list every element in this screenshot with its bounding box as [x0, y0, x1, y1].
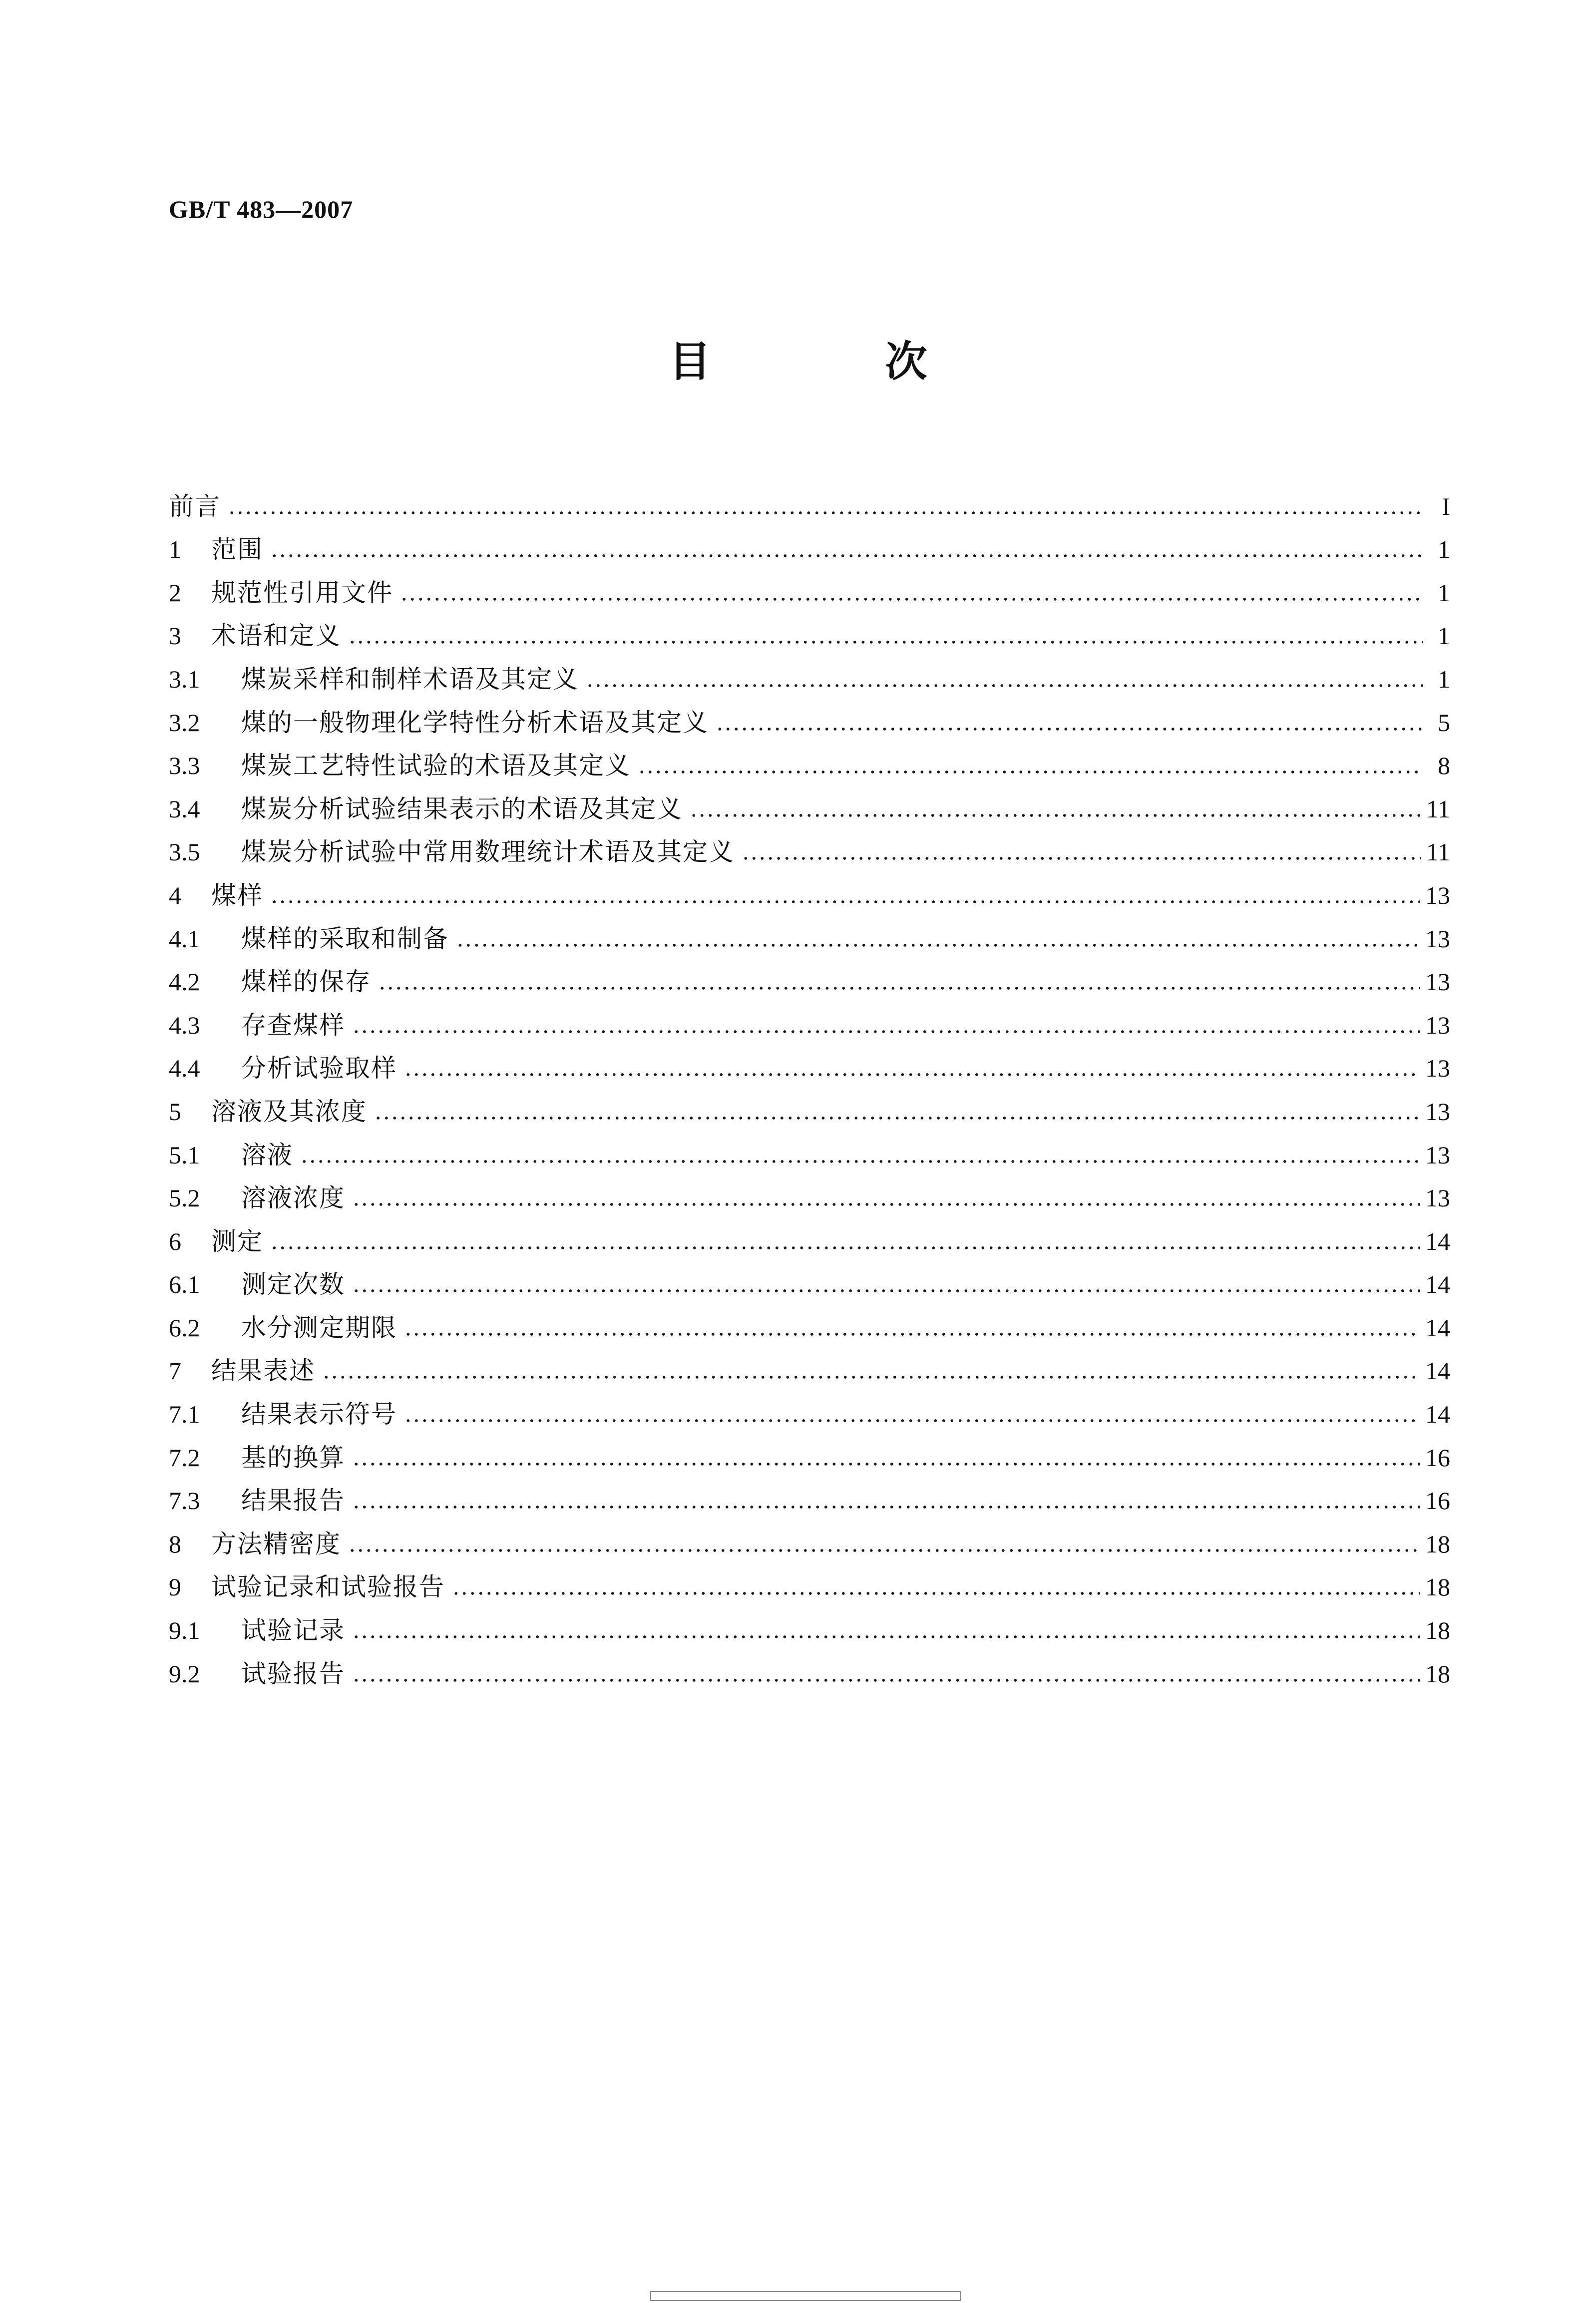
toc-entry-number: 5.2 [169, 1184, 200, 1212]
toc-entry-page: 14 [1425, 1270, 1450, 1299]
toc-entry[interactable] [169, 994, 1450, 1038]
toc-entry-number: 7.2 [169, 1443, 200, 1472]
toc-dot-leader [586, 684, 1423, 688]
toc-entry[interactable] [169, 1210, 1450, 1254]
toc-dot-leader [352, 1678, 1420, 1682]
toc-entry-title: 煤样 [211, 880, 263, 910]
toc-entry[interactable] [169, 648, 1450, 692]
toc-dot-leader [270, 554, 1423, 558]
toc-dot-leader [378, 986, 1420, 990]
toc-entry-title: 前言 [169, 491, 221, 521]
toc-entry-number: 9 [169, 1573, 181, 1601]
toc-dot-leader [716, 727, 1423, 731]
toc-entry-number: 5.1 [169, 1141, 200, 1169]
toc-entry-page: 13 [1425, 1097, 1450, 1126]
toc-entry-number: 6.1 [169, 1270, 200, 1299]
toc-dot-leader [452, 1591, 1420, 1595]
toc-entry[interactable] [169, 1038, 1450, 1081]
toc-entry-page: I [1442, 492, 1450, 520]
toc-entry-page: 16 [1425, 1443, 1450, 1472]
toc-entry-title: 煤炭分析试验中常用数理统计术语及其定义 [241, 837, 735, 867]
toc-entry[interactable] [169, 519, 1450, 562]
toc-dot-leader [400, 597, 1423, 601]
toc-entry[interactable] [169, 735, 1450, 778]
toc-entry-title: 存查煤样 [241, 1010, 345, 1040]
toc-dot-leader [352, 1505, 1420, 1509]
toc-dot-leader [638, 770, 1423, 774]
toc-entry-title: 煤炭分析试验结果表示的术语及其定义 [241, 794, 683, 823]
toc-entry-title: 水分测定期限 [241, 1313, 397, 1342]
toc-dot-leader [352, 1289, 1420, 1293]
toc-entry-title: 结果表述 [211, 1356, 315, 1386]
toc-entry-number: 1 [169, 535, 181, 564]
toc-entry-page: 13 [1425, 924, 1450, 953]
toc-entry-title: 煤样的保存 [241, 967, 371, 997]
toc-dot-leader [352, 1030, 1420, 1034]
toc-entry-number: 5 [169, 1097, 181, 1126]
toc-dot-leader [352, 1462, 1420, 1466]
toc-entry-number: 4 [169, 881, 181, 909]
toc-dot-leader [374, 1116, 1420, 1120]
toc-entry-number: 4.2 [169, 968, 200, 996]
toc-entry-number: 4.4 [169, 1054, 200, 1083]
toc-entry[interactable] [169, 1167, 1450, 1211]
toc-entry-page: 8 [1438, 752, 1450, 780]
toc-entry-page: 18 [1425, 1573, 1450, 1601]
toc-entry-page: 14 [1425, 1357, 1450, 1385]
toc-dot-leader [300, 1159, 1420, 1163]
toc-entry[interactable] [169, 562, 1450, 605]
toc-dot-leader [348, 640, 1423, 644]
toc-dot-leader [456, 943, 1420, 947]
toc-entry-number: 7 [169, 1357, 181, 1385]
toc-entry[interactable] [169, 475, 1450, 519]
toc-dot-leader [742, 856, 1421, 860]
toc-entry[interactable] [169, 1254, 1450, 1297]
toc-entry-page: 1 [1438, 622, 1450, 650]
toc-entry[interactable] [169, 1513, 1450, 1556]
toc-entry[interactable] [169, 1643, 1450, 1686]
toc-entry-title: 方法精密度 [211, 1529, 341, 1558]
toc-entry-page: 13 [1425, 1141, 1450, 1169]
toc-entry[interactable] [169, 1297, 1450, 1340]
toc-entry-number: 7.1 [169, 1400, 200, 1429]
toc-entry[interactable] [169, 1427, 1450, 1470]
toc-dot-leader [404, 1332, 1420, 1336]
toc-entry[interactable] [169, 1383, 1450, 1427]
toc-entry-number: 6 [169, 1227, 181, 1255]
toc-entry-title: 溶液 [241, 1140, 293, 1169]
toc-entry-title: 煤炭工艺特性试验的术语及其定义 [241, 751, 631, 780]
standard-code: GB/T 483—2007 [169, 195, 354, 223]
toc-dot-leader [270, 1246, 1420, 1250]
toc-dot-leader [228, 511, 1423, 515]
toc-entry-page: 1 [1438, 535, 1450, 564]
toc-entry-number: 3.3 [169, 752, 200, 780]
toc-entry-page: 14 [1425, 1313, 1450, 1342]
toc-entry[interactable] [169, 1340, 1450, 1384]
toc-entry-page: 1 [1438, 665, 1450, 693]
toc-entry-page: 13 [1425, 968, 1450, 996]
toc-entry-title: 术语和定义 [211, 621, 341, 651]
toc-entry-page: 14 [1425, 1400, 1450, 1429]
toc-entry-title: 溶液及其浓度 [211, 1097, 367, 1126]
table-of-contents [169, 475, 1450, 1686]
toc-dot-leader [404, 1419, 1420, 1423]
toc-entry-number: 4.3 [169, 1011, 200, 1039]
toc-entry-number: 7.3 [169, 1487, 200, 1515]
toc-entry-title: 试验记录和试验报告 [211, 1572, 445, 1602]
toc-dot-leader [270, 900, 1420, 904]
toc-entry[interactable] [169, 778, 1450, 821]
toc-entry-title: 试验报告 [241, 1659, 345, 1688]
toc-entry-number: 3.4 [169, 794, 200, 823]
toc-entry-page: 13 [1425, 1054, 1450, 1083]
toc-entry-title: 结果表示符号 [241, 1400, 397, 1429]
toc-entry-number: 2 [169, 578, 181, 607]
toc-entry[interactable] [169, 692, 1450, 735]
toc-entry-title: 溶液浓度 [241, 1183, 345, 1213]
toc-entry-title: 规范性引用文件 [211, 578, 393, 607]
toc-entry[interactable] [169, 908, 1450, 951]
toc-entry-number: 9.1 [169, 1616, 200, 1645]
toc-entry-page: 18 [1425, 1659, 1450, 1688]
toc-entry-page: 14 [1425, 1227, 1450, 1255]
toc-entry-number: 8 [169, 1530, 181, 1558]
toc-entry-page: 11 [1426, 838, 1450, 866]
toc-entry[interactable] [169, 605, 1450, 649]
toc-entry[interactable] [169, 1599, 1450, 1643]
toc-dot-leader [352, 1202, 1420, 1206]
toc-entry-number: 3.1 [169, 665, 200, 693]
toc-dot-leader [404, 1073, 1420, 1077]
toc-entry-title: 范围 [211, 535, 263, 564]
footer-watermark-stamp [650, 2291, 961, 2301]
toc-entry-page: 13 [1425, 1184, 1450, 1212]
toc-entry-page: 13 [1425, 1011, 1450, 1039]
toc-entry-title: 测定 [211, 1226, 263, 1256]
toc-dot-leader [690, 813, 1421, 817]
toc-entry-page: 18 [1425, 1616, 1450, 1645]
toc-entry-number: 3.5 [169, 838, 200, 866]
toc-entry-title: 试验记录 [241, 1616, 345, 1645]
toc-entry-title: 基的换算 [241, 1443, 345, 1472]
toc-entry-number: 9.2 [169, 1659, 200, 1688]
toc-entry-page: 16 [1425, 1487, 1450, 1515]
toc-dot-leader [348, 1548, 1420, 1552]
toc-entry[interactable] [169, 951, 1450, 995]
toc-entry[interactable] [169, 1124, 1450, 1167]
toc-entry-page: 5 [1438, 708, 1450, 737]
toc-entry-number: 3.2 [169, 708, 200, 737]
toc-entry-title: 测定次数 [241, 1270, 345, 1299]
toc-dot-leader [322, 1375, 1420, 1379]
toc-entry-title: 煤炭采样和制样术语及其定义 [241, 664, 579, 694]
toc-entry-number: 6.2 [169, 1313, 200, 1342]
toc-entry-number: 3 [169, 622, 181, 650]
toc-entry-title: 煤的一般物理化学特性分析术语及其定义 [241, 708, 709, 737]
toc-entry-page: 18 [1425, 1530, 1450, 1558]
toc-entry[interactable] [169, 1556, 1450, 1600]
toc-entry-page: 1 [1438, 578, 1450, 607]
toc-entry[interactable] [169, 1470, 1450, 1514]
toc-entry-number: 4.1 [169, 924, 200, 953]
toc-dot-leader [352, 1635, 1420, 1639]
toc-entry-title: 分析试验取样 [241, 1054, 397, 1083]
toc-entry-page: 13 [1425, 881, 1450, 909]
toc-entry[interactable] [169, 1081, 1450, 1124]
toc-title: 目 次 [669, 337, 1007, 386]
toc-entry[interactable] [169, 864, 1450, 908]
toc-entry[interactable] [169, 821, 1450, 865]
toc-entry-title: 结果报告 [241, 1486, 345, 1516]
toc-entry-page: 11 [1426, 794, 1450, 823]
toc-entry-title: 煤样的采取和制备 [241, 924, 449, 953]
